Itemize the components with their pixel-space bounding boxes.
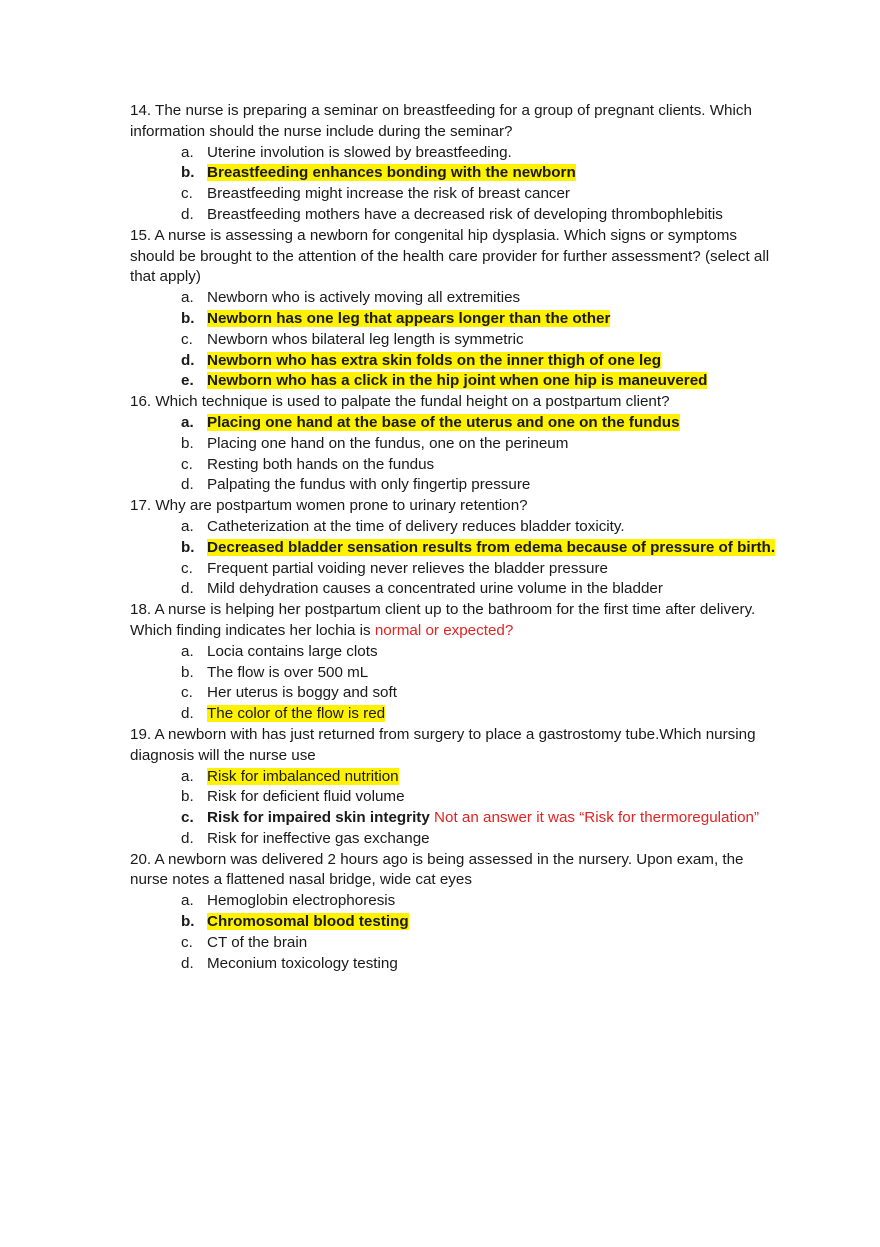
question-16-option-a-correct [130,413,780,434]
highlighted-answer: Placing one hand at the base of the uterus and one on the fundus [207,413,680,431]
option-letter: b. [181,538,195,556]
question-18-stem [130,600,780,642]
option-text: Palpating the fundus with only fingertip pressure [207,476,531,494]
option-text: Meconium toxicology testing [207,954,398,972]
option-letter: c. [181,933,193,951]
highlighted-answer: Risk for imbalanced nutrition [207,767,399,785]
question-17-option-c [130,559,780,580]
question-16-option-b [130,434,780,455]
option-letter: a. [181,767,194,785]
question-17-option-b-correct [130,538,780,559]
option-letter: c. [181,684,193,702]
question-20-option-a [130,891,780,912]
option-letter: b. [181,663,194,681]
option-letter: b. [181,309,195,327]
question-17-option-a [130,517,780,538]
question-17-stem: 17. Why are postpartum women prone to urinary retention? [130,497,528,515]
highlighted-answer: Newborn has one leg that appears longer than the other [207,309,611,327]
option-letter: d. [181,351,195,369]
question-19-option-a-highlighted [130,767,780,788]
question-16-stem: 16. Which technique is used to palpate the fundal height on a postpartum client? [130,393,670,411]
option-letter: a. [181,289,194,307]
option-text: Risk for impaired skin integrity [207,809,430,827]
question-14-option-c [130,184,780,205]
option-text: Newborn who is actively moving all extremities [207,289,521,307]
option-letter: c. [181,185,193,203]
question-16-option-d [130,475,780,496]
question-14-option-d [130,205,780,226]
question-15-stem: 15. A nurse is assessing a newborn for congenital hip dysplasia. Which signs or symptoms should be brought to the attention of the health care provider for further assessment? (select all that apply) [130,226,770,286]
question-19-option-d [130,829,780,850]
option-text: Breastfeeding might increase the risk of breast cancer [207,185,570,203]
question-17-option-d [130,579,780,600]
option-letter: d. [181,205,194,223]
option-letter: b. [181,434,194,452]
option-letter: d. [181,705,194,723]
question-15-option-e-correct [130,371,780,392]
option-letter: b. [181,913,195,931]
option-text: Newborn whos bilateral leg length is symmetric [207,330,524,348]
option-letter: b. [181,164,195,182]
option-letter: d. [181,580,194,598]
question-15-option-b-correct [130,309,780,330]
option-text: Breastfeeding mothers have a decreased risk of developing thrombophlebitis [207,205,723,223]
question-19-stem: 19. A newborn with has just returned from surgery to place a gastrostomy tube.Which nursing diagnosis will the nurse use [130,725,756,764]
option-letter: d. [181,954,194,972]
question-20-option-b-correct [130,912,780,933]
question-20-stem: 20. A newborn was delivered 2 hours ago is being assessed in the nursery. Upon exam, the nurse notes a flattened nasal bridge, wide cat eyes [130,850,744,889]
option-letter: e. [181,372,194,390]
option-letter: b. [181,788,194,806]
question-19-option-b [130,787,780,808]
question-16-option-c [130,455,780,476]
option-text: Resting both hands on the fundus [207,455,435,473]
question-18-stem-text: 18. A nurse is helping her postpartum client up to the bathroom for the first time after delivery. Which finding indicates her lochia is [130,601,756,639]
highlighted-answer: The color of the flow is red [207,705,386,723]
question-18-red-note: normal or expected? [374,621,514,639]
question-18-option-a [130,642,780,663]
option-letter: a. [181,413,194,431]
option-letter: a. [181,892,194,910]
option-text: Uterine involution is slowed by breastfeeding. [207,143,512,161]
question-18-option-d-highlighted [130,704,780,725]
question-20-option-c [130,933,780,954]
question-18-option-c [130,683,780,704]
question-list [130,101,780,974]
option-letter: d. [181,829,194,847]
question-14-option-b-correct [130,163,780,184]
option-text: Hemoglobin electrophoresis [207,892,396,910]
answer-correction-note: Not an answer it was “Risk for thermoregulation” [434,809,760,827]
question-19-option-c [130,808,780,829]
highlighted-answer: Breastfeeding enhances bonding with the newborn [207,164,576,182]
option-letter: c. [181,809,194,827]
highlighted-answer: Chromosomal blood testing [207,913,409,931]
option-text: Catheterization at the time of delivery reduces bladder toxicity. [207,517,625,535]
question-14-option-a [130,143,780,164]
option-text: Mild dehydration causes a concentrated urine volume in the bladder [207,580,663,598]
highlighted-answer: Newborn who has a click in the hip joint when one hip is maneuvered [207,372,708,390]
option-text: Placing one hand on the fundus, one on the perineum [207,434,569,452]
highlighted-answer: Decreased bladder sensation results from edema because of pressure of birth. [207,538,776,556]
question-15-option-d-correct [130,351,780,372]
highlighted-answer: Newborn who has extra skin folds on the inner thigh of one leg [207,351,661,369]
option-letter: c. [181,330,193,348]
option-text: Frequent partial voiding never relieves the bladder pressure [207,559,609,577]
option-letter: a. [181,642,194,660]
question-15-option-c [130,330,780,351]
option-letter: a. [181,143,194,161]
option-text: CT of the brain [207,933,308,951]
option-letter: a. [181,517,194,535]
option-letter: c. [181,455,193,473]
option-letter: d. [181,476,194,494]
question-18-option-b [130,663,780,684]
question-15-option-a [130,288,780,309]
option-letter: c. [181,559,193,577]
option-text: Locia contains large clots [207,642,378,660]
question-20-option-d [130,954,780,975]
option-text: The flow is over 500 mL [207,663,369,681]
option-text: Risk for deficient fluid volume [207,788,405,806]
question-14-stem: 14. The nurse is preparing a seminar on breastfeeding for a group of pregnant clients. Which information should the nurse include during the seminar? [130,102,752,140]
option-text: Risk for ineffective gas exchange [207,829,430,847]
option-text: Her uterus is boggy and soft [207,684,397,702]
